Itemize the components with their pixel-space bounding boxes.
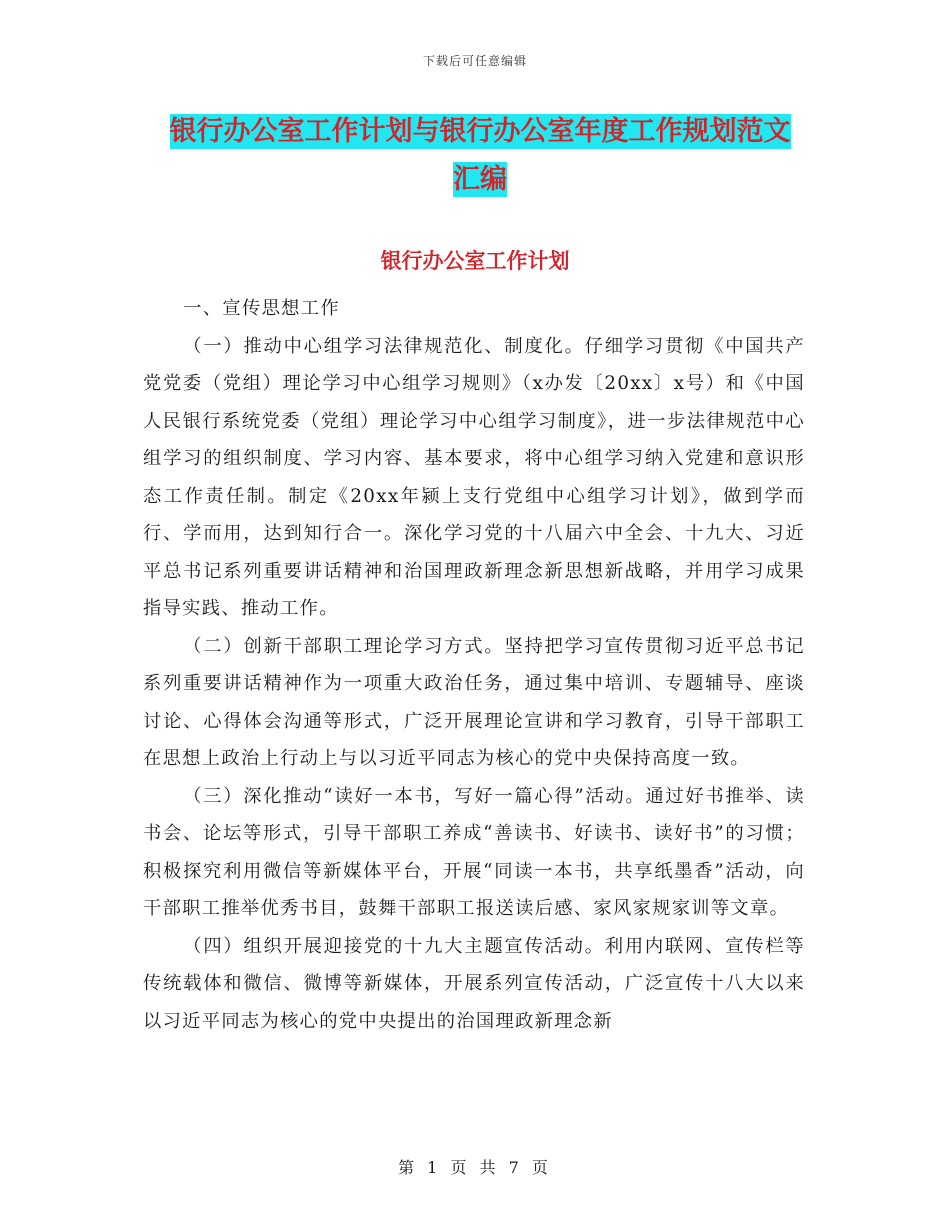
paragraph: （二）创新干部职工理论学习方式。坚持把学习宣传贯彻习近平总书记系列重要讲话精神作为一项重大政治任务，通过集中培训、专题辅导、座谈讨论、心得体会沟通等形式，广泛开展理论宣讲和学习教育，引导干部职工在思想上政治上行动上与以习近平同志为核心的党中央保持高度一致。 [143, 635, 805, 769]
paragraph-heading: 一、宣传思想工作 [183, 298, 340, 319]
paragraph: （一）推动中心组学习法律规范化、制度化。仔细学习贯彻《中国共产党党委（党组）理论学习中心组学习规则》（x办发〔20xx〕x号）和《中国人民银行系统党委（党组）理论学习中心组学习制度》，进一步法律规范中心组学习的组织制度、学习内容、基本要求，将中心组学习纳入党建和意识形态工作责任制。制定《20xx年颍上支行党组中心组学习计划》，做到学而行、学而用，达到知行合一。深化学习党的十八届六中全会、十九大、习近平总书记系列重要讲话精神和治国理政新理念新思想新战略，并用学习成果指导实践、推动工作。 [143, 335, 805, 619]
page-header-note: 下载后可任意编辑 [422, 54, 527, 68]
document-title-line-2: 汇编 [453, 164, 507, 195]
document-title [150, 108, 810, 204]
paragraph: （三）深化推动“读好一本书，写好一篇心得”活动。通过好书推举、读书会、论坛等形式，引导干部职工养成“善读书、好读书、读好书”的习惯；积极探究利用微信等新媒体平台，开展“同读一本书，共享纸墨香”活动，向干部职工推举优秀书目，鼓舞干部职工报送读后感、家风家规家训等文章。 [143, 785, 805, 919]
page-number: 第 1 页 共 7 页 [398, 1158, 552, 1177]
document-title-line-1: 银行办公室工作计划与银行办公室年度工作规划范文 [169, 116, 791, 147]
document-body [143, 290, 805, 1040]
paragraph: （四）组织开展迎接党的十九大主题宣传活动。利用内联网、宣传栏等传统载体和微信、微博等新媒体，开展系列宣传活动，广泛宣传十八大以来以习近平同志为核心的党中央提出的治国理政新理念新 [143, 935, 805, 1032]
section-title: 银行办公室工作计划 [380, 249, 570, 273]
